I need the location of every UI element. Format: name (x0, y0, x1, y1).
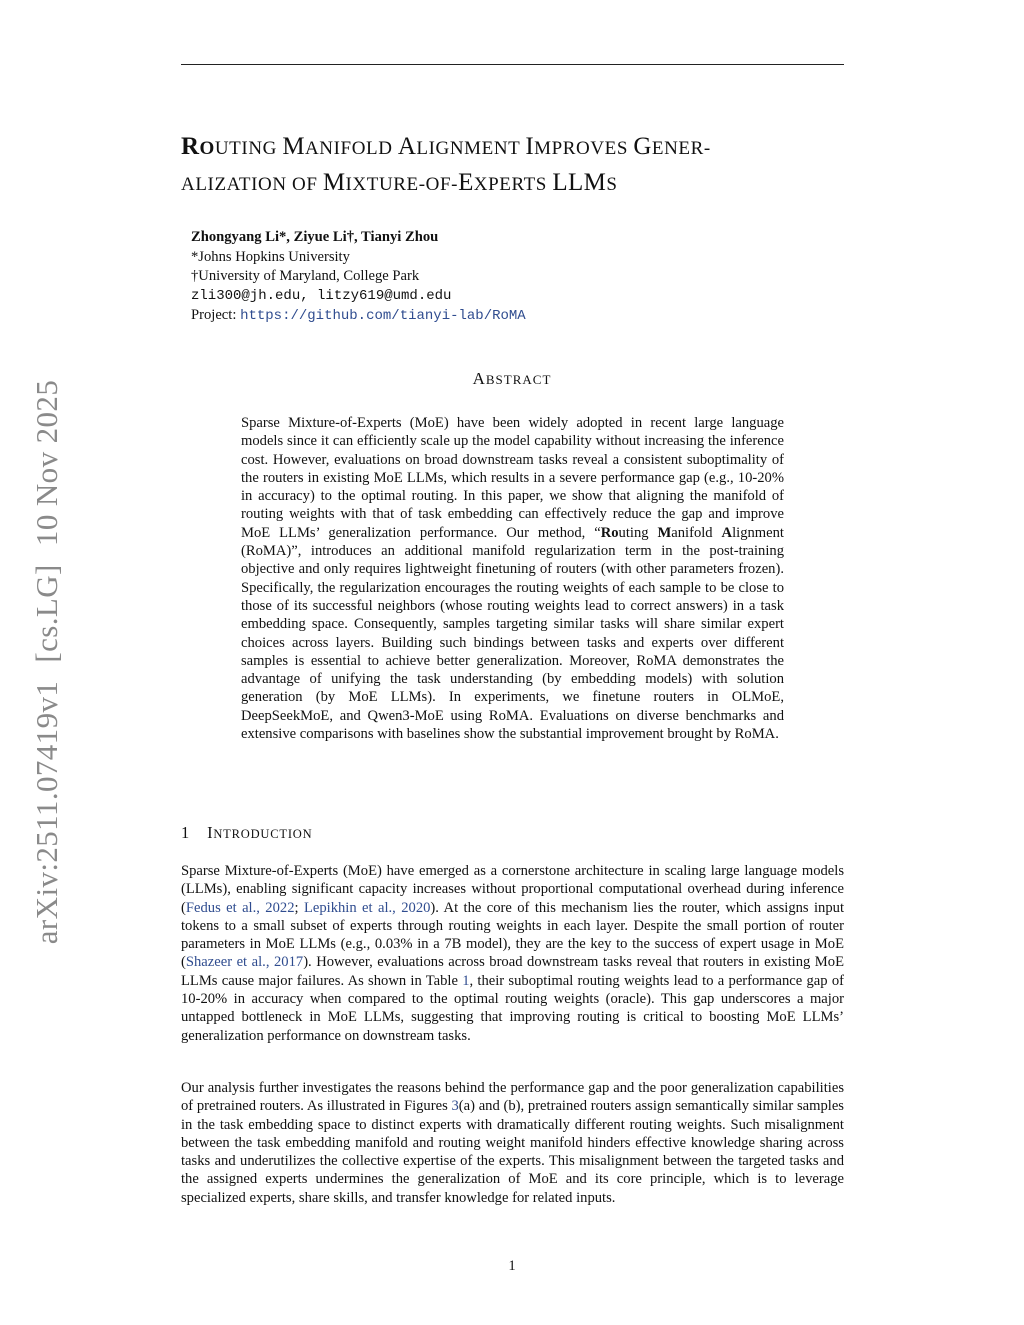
p1-text-c: ). However, evaluations across broad downstream tasks reveal that routers in existing MoE LLMs cause major failures. As shown in Table (181, 954, 844, 989)
arxiv-date: 10 Nov 2025 (29, 379, 64, 547)
citation-fedus[interactable]: Fedus et al., 2022 (185, 899, 295, 916)
author-names: Zhongyang Li*, Ziyue Li†, Tianyi Zhou (191, 229, 439, 245)
project-line (191, 306, 791, 327)
abstract-text (241, 414, 784, 743)
affiliation-1: *Johns Hopkins University (191, 248, 350, 265)
author-emails[interactable]: zli300@jh.edu, litzy619@umd.edu (191, 287, 452, 304)
p2-text-b: (a) and (b), pretrained routers assign semantically similar samples in the task embedding space to distinct experts with dramatically different routing weights. Such misalignment between the task embedding manifold and routing weight manifold hinders effective knowledge sharing across tasks and underutilizes the collective expertise of the experts. This misalignment between the targeted tasks and the assigned experts undermines the generalization of MoE and its core principle, which is to leverage specialized experts, share skills, and transfer knowledge for related inputs. (181, 1098, 844, 1206)
table-ref-link[interactable]: 1 (462, 972, 470, 989)
abstract-part-2: lignment (RoMA)”, introduces an additional manifold regularization term in the post-training objective and only requires lightweight finetuning of routers (with other parameters frozen). Specifically, the regularization encourages the routing weights of each sample to be close to those of its successful neighbors (whose routing weights lead to correct answers) in a task embedding space. Consequently, samples targeting similar tasks will share similar expert choices across layers. Building such bindings between tasks and experts over different samples is essential to achieve better generalization. Moreover, RoMA demonstrates the advantage of unifying the task understanding (by embedding models) with solution generation (by MoE LLMs). In experiments, we finetune routers in OLMoE, DeepSeekMoE, and Qwen3-MoE using RoMA. Evaluations on diverse benchmarks and extensive comparisons with baselines show the substantial improvement brought by RoMA. (241, 524, 784, 743)
intro-paragraph-1 (181, 862, 844, 1045)
arxiv-id: arXiv:2511.07419v1 (29, 680, 64, 945)
top-rule (181, 64, 844, 65)
section-heading-introduction: 1 INTRODUCTION (181, 823, 313, 842)
p1-sep: ; (294, 899, 304, 916)
abstract-uting: uting (618, 524, 658, 541)
p1-text-d: , their suboptimal routing weights lead to a performance gap of 10-20% in accuracy when compared to the optimal routing weights (oracle). This gap underscores a major untapped bottleneck in MoE LLMs, suggesting that improving routing is critical to boosting MoE LLMs’ generalization performance on downstream tasks. (181, 972, 844, 1044)
citation-shazeer[interactable]: Shazeer et al., 2017 (185, 954, 304, 971)
abstract-a: A (721, 524, 733, 541)
abstract-anifold: anifold (671, 524, 722, 541)
arxiv-side-stamp (29, 375, 65, 949)
title-line-1: ROUTING MANIFOLD ALIGNMENT IMPROVES GENER- (181, 133, 711, 160)
title-line-2: ALIZATION OF MIXTURE-OF-EXPERTS LLMS (181, 169, 618, 196)
arxiv-category: [cs.LG] (29, 564, 64, 663)
abstract-m: M (657, 524, 672, 541)
abstract-part-1: Sparse Mixture-of-Experts (MoE) have been widely adopted in recent large language models since it can efficiently scale up the model capability without increasing the inference cost. However, evaluations on broad downstream tasks reveal a consistent suboptimality of the routers in existing MoE LLMs, which results in a severe performance gap (e.g., 10-20% in accuracy) to the optimal routing. In this paper, we show that aligning the manifold of routing weights with that of task embedding can effectively reduce the gap and improve MoE LLMs’ generalization performance. Our method, “ (241, 415, 784, 541)
intro-paragraph-2 (181, 1079, 844, 1207)
section-number: 1 (181, 823, 191, 842)
project-label: Project: (191, 307, 237, 323)
citation-lepikhin[interactable]: Lepikhin et al., 2020 (303, 899, 431, 916)
paper-title (181, 130, 861, 202)
project-link[interactable]: https://github.com/tianyi-lab/RoMA (240, 308, 526, 324)
abstract-ro: Ro (600, 524, 619, 541)
p1-text-a: Sparse Mixture-of-Experts (MoE) have emerged as a cornerstone architecture in scaling large language models (LLMs), enabling significant capacity increases without proportional computational overhead during inference ( (181, 863, 844, 916)
p2-text-a: Our analysis further investigates the reasons behind the performance gap and the poor generalization capabilities of pretrained routers. As illustrated in Figures (181, 1080, 844, 1115)
author-block (191, 228, 791, 327)
p1-text-b: ). At the core of this mechanism lies the router, which assigns input tokens to a small subset of experts through routing weights in each layer. Despite the small portion of router parameters in MoE LLMs (e.g., 0.03% in a 7B model), they are the key to the success of expert usage in MoE ( (181, 899, 845, 971)
figure-ref-link[interactable]: 3 (451, 1098, 459, 1115)
page-number: 1 (508, 1258, 516, 1274)
abstract-heading: ABSTRACT (472, 369, 552, 388)
affiliation-2: †University of Maryland, College Park (191, 268, 420, 284)
